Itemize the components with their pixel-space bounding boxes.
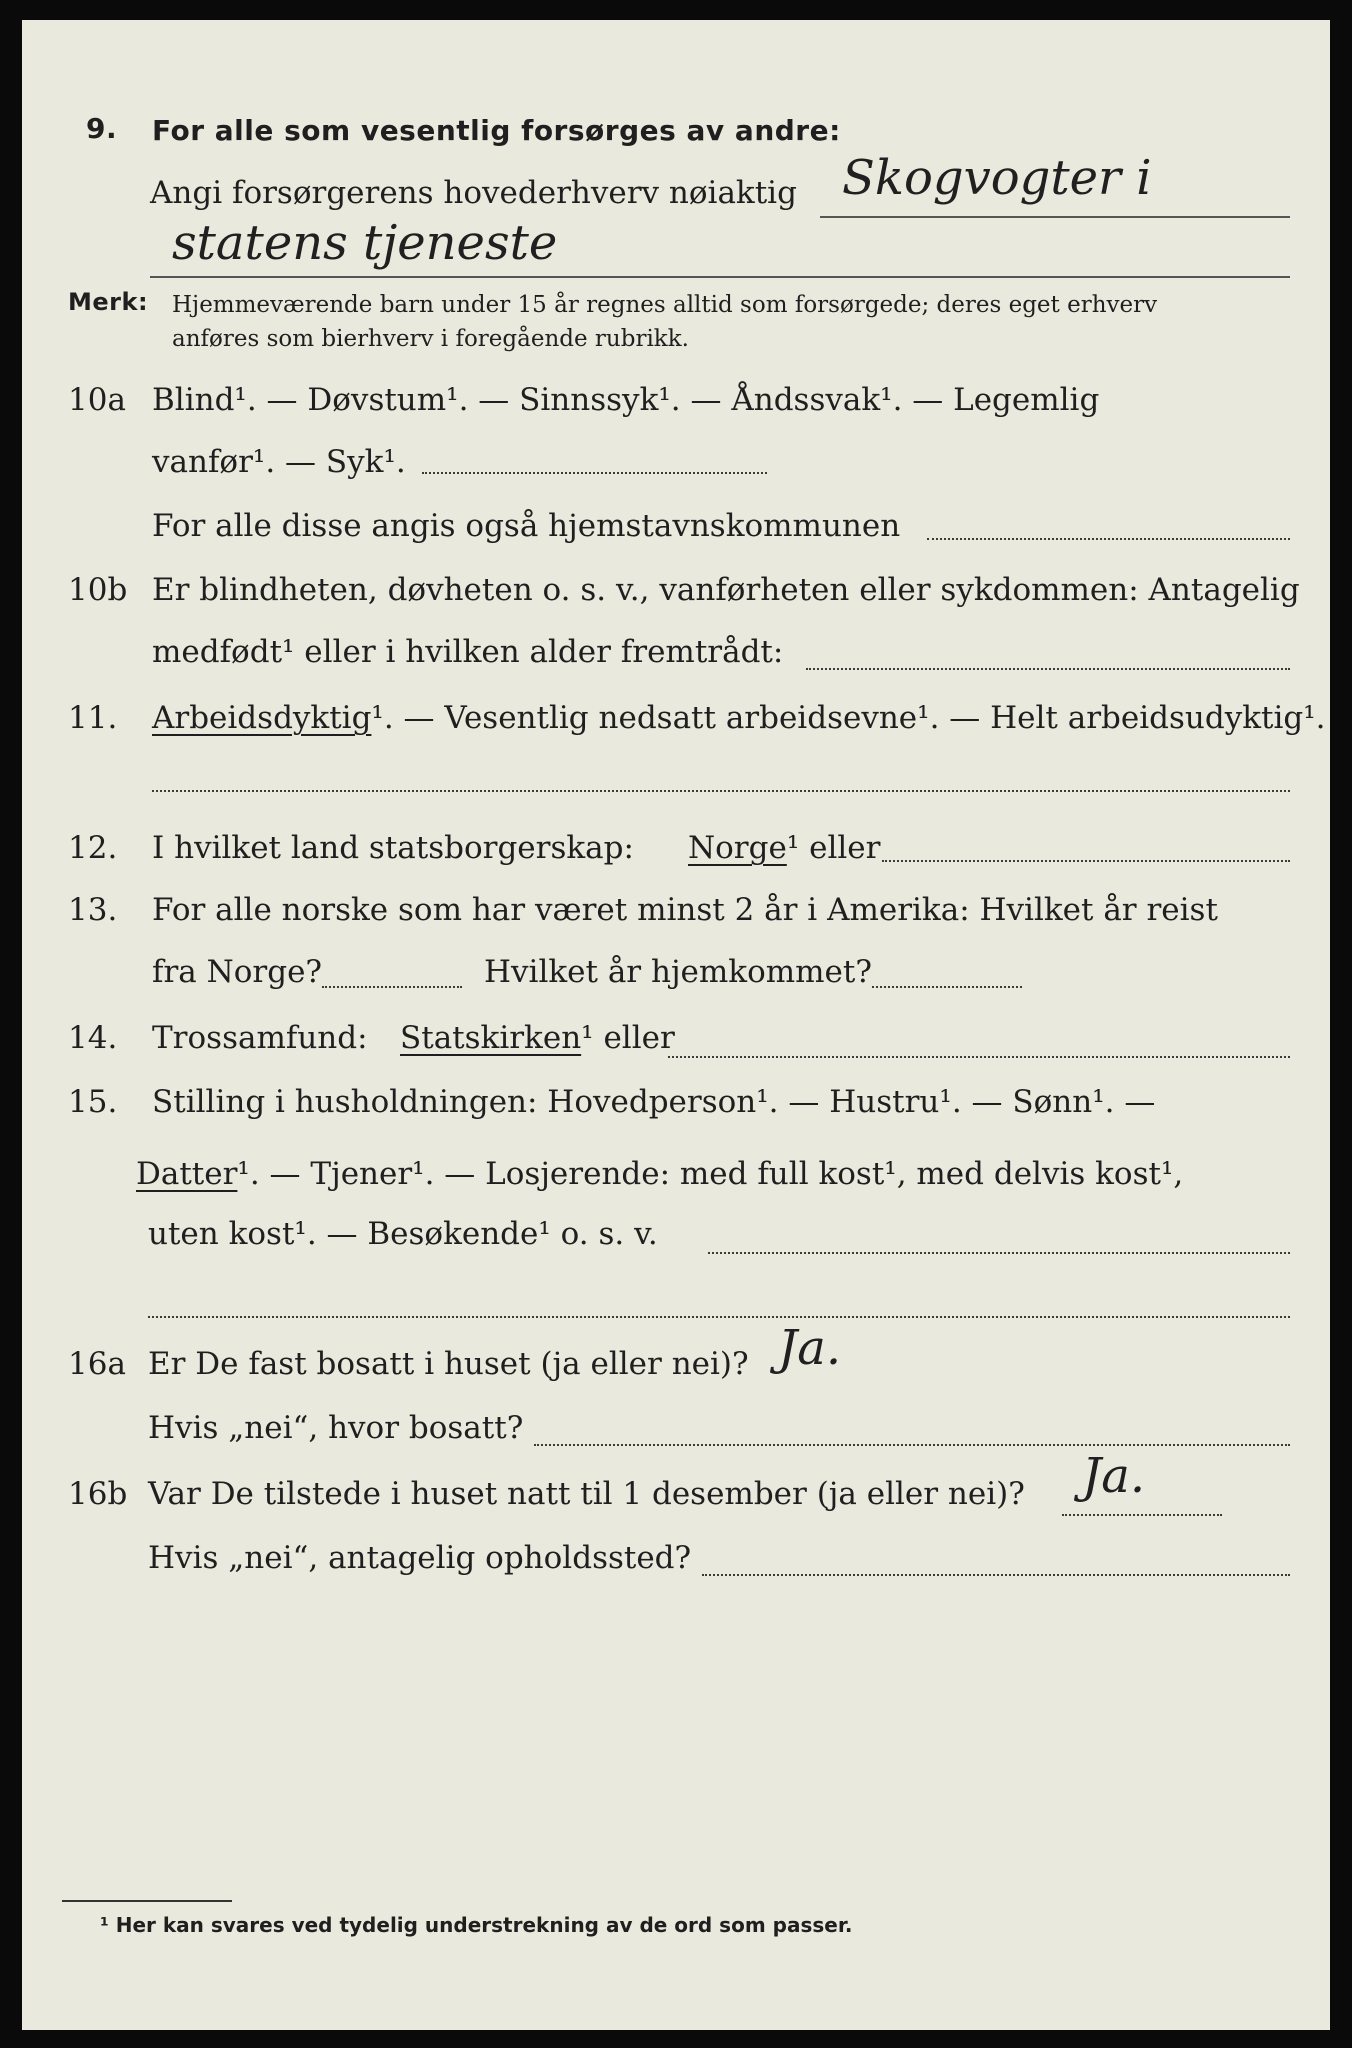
q9-handwritten-answer-1: Skogvogter i — [842, 150, 1152, 206]
q9-handwritten-answer-2: statens tjeneste — [172, 215, 558, 271]
q10a-municipality-line — [927, 538, 1290, 540]
merk-line-2: anføres som bierhverv i foregående rubrikk. — [172, 326, 689, 352]
q15-option-datter-underlined: Datter — [136, 1156, 238, 1192]
q14-answer-line — [668, 1056, 1290, 1058]
q10a-line-3: For alle disse angis også hjemstavnskommunen — [152, 508, 901, 544]
q16a-handwritten-answer: Ja. — [778, 1320, 842, 1376]
q16b-line-2: Hvis „nei“, antagelig opholdssted? — [148, 1540, 692, 1576]
q14-options-rest: ¹ eller — [581, 1020, 675, 1056]
q16b-number: 16b — [68, 1476, 128, 1512]
q10a-number: 10a — [68, 382, 126, 418]
q15-answer-line — [708, 1252, 1290, 1254]
q16b-place-line — [702, 1574, 1290, 1576]
q16b-handwritten-answer: Ja. — [1082, 1448, 1146, 1504]
q15-line-1: Stilling i husholdningen: Hovedperson¹. — Hustru¹. — Sønn¹. — — [152, 1084, 1156, 1120]
q12-options — [688, 830, 880, 866]
q11-number: 11. — [68, 700, 118, 736]
q12-prompt: I hvilket land statsborgerskap: — [152, 830, 634, 866]
q16a-line-2: Hvis „nei“, hvor bosatt? — [148, 1410, 524, 1446]
q14-prompt: Trossamfund: — [152, 1020, 368, 1056]
q10b-answer-line — [806, 668, 1290, 670]
q9-title: For alle som vesentlig forsørges av andre: — [152, 114, 841, 147]
q9-answer-line-1 — [820, 216, 1290, 218]
q13-return-year-line — [872, 986, 1022, 988]
q10b-number: 10b — [68, 572, 128, 608]
q12-option-norge-underlined: Norge — [688, 830, 787, 866]
q10a-line-2: vanfør¹. — Syk¹. — [152, 444, 406, 480]
q9-number: 9. — [86, 112, 118, 145]
q9-answer-line-2 — [150, 276, 1290, 278]
q12-options-rest: ¹ eller — [786, 830, 881, 866]
q14-option-statskirken-underlined: Statskirken — [400, 1020, 582, 1056]
q12-number: 12. — [68, 830, 118, 866]
q13-departure-year-line — [322, 986, 462, 988]
q15-number: 15. — [68, 1084, 118, 1120]
q13-line-2a: fra Norge? — [152, 954, 323, 990]
q16b-answer-line — [1062, 1514, 1222, 1516]
census-form-page — [22, 20, 1330, 2030]
q16a-line-1: Er De fast bosatt i huset (ja eller nei)? — [148, 1346, 749, 1382]
q16a-answer-line — [534, 1444, 1290, 1446]
footnote-rule — [62, 1900, 232, 1902]
q13-line-2b: Hvilket år hjemkommet? — [484, 954, 872, 990]
q9-prompt: Angi forsørgerens hovederhverv nøiaktig — [150, 175, 797, 211]
q11-option-arbeidsdyktig-underlined: Arbeidsdyktig — [152, 700, 372, 736]
q11-options-rest: ¹. — Vesentlig nedsatt arbeidsevne¹. — Helt arbeidsudyktig¹. — [371, 700, 1326, 736]
q11-options — [152, 700, 1326, 736]
q10b-line-1: Er blindheten, døvheten o. s. v., vanførheten eller sykdommen: Antagelig — [152, 572, 1300, 608]
q10a-answer-line — [422, 472, 767, 474]
merk-line-1: Hjemmeværende barn under 15 år regnes alltid som forsørgede; deres eget erhverv — [172, 292, 1158, 318]
q13-line-1: For alle norske som har været minst 2 år i Amerika: Hvilket år reist — [152, 892, 1218, 928]
q12-answer-line — [882, 860, 1290, 862]
q15-line-3: uten kost¹. — Besøkende¹ o. s. v. — [148, 1216, 658, 1252]
q15-line-2-rest: ¹. — Tjener¹. — Losjerende: med full kost¹, med delvis kost¹, — [237, 1156, 1184, 1192]
merk-label: Merk: — [68, 288, 149, 316]
q15-extra-line — [148, 1316, 1290, 1318]
q13-number: 13. — [68, 892, 118, 928]
q11-answer-line — [152, 790, 1290, 792]
q15-line-2 — [136, 1156, 1183, 1192]
footnote: ¹ Her kan svares ved tydelig understrekning av de ord som passer. — [100, 1913, 853, 1937]
q16b-line-1: Var De tilstede i huset natt til 1 desember (ja eller nei)? — [148, 1476, 1025, 1512]
q14-options — [400, 1020, 675, 1056]
q10a-line-1: Blind¹. — Døvstum¹. — Sinnssyk¹. — Åndssvak¹. — Legemlig — [152, 382, 1100, 418]
q10b-line-2: medfødt¹ eller i hvilken alder fremtrådt: — [152, 634, 784, 670]
q14-number: 14. — [68, 1020, 118, 1056]
q16a-number: 16a — [68, 1346, 126, 1382]
